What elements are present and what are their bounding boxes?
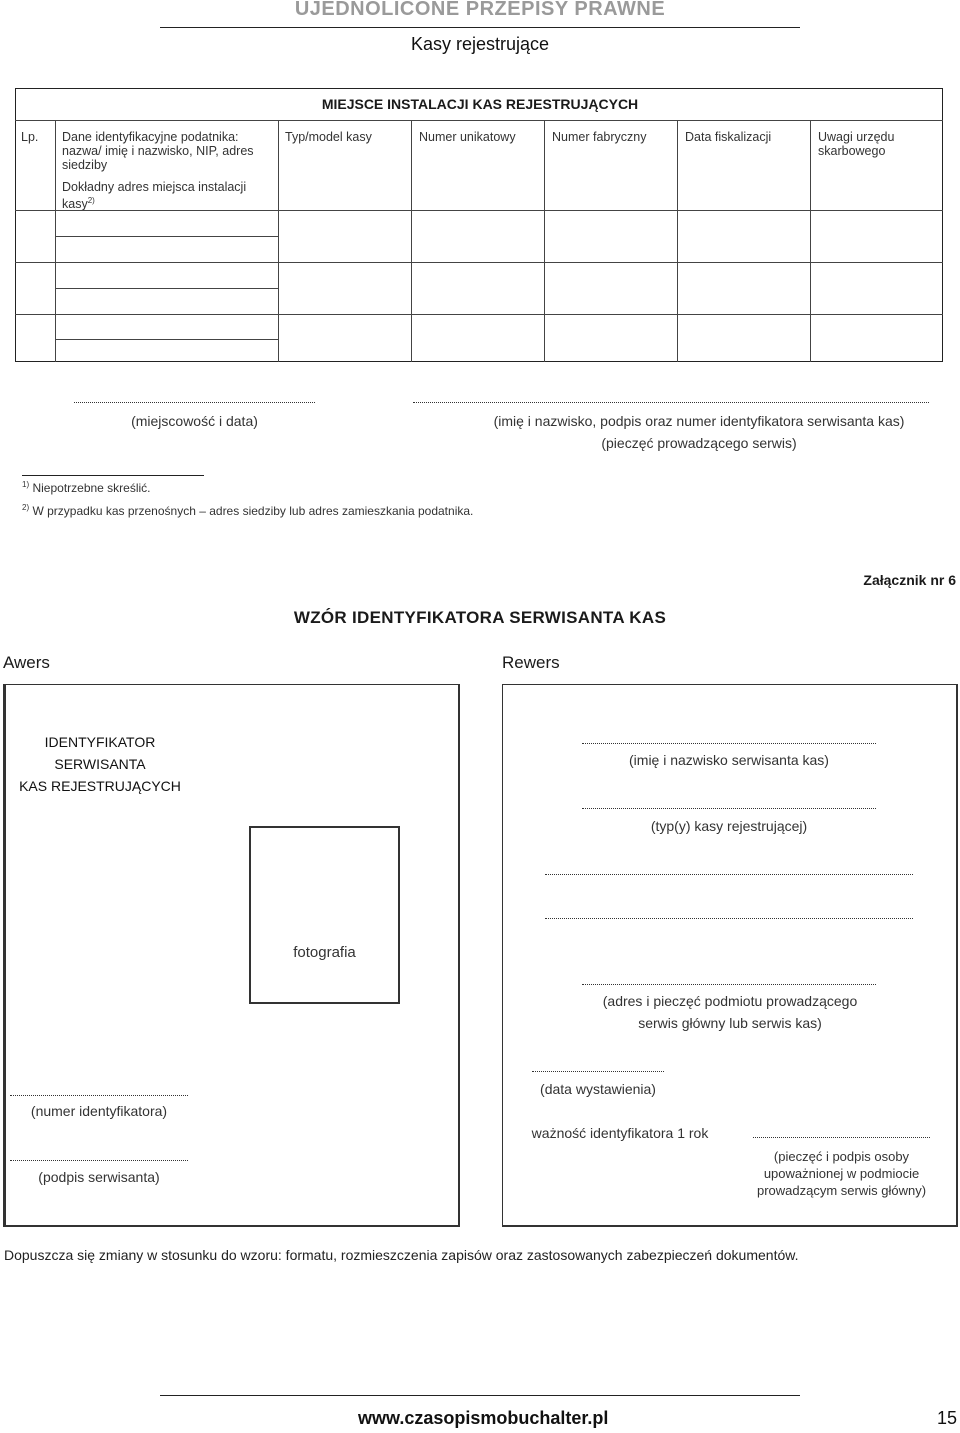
table-col-line (810, 120, 811, 362)
authorized-stamp-caption: (pieczęć i podpis osoby upoważnionej w podmiocie prowadzącym serwis główny) (756, 1149, 927, 1198)
name-caption: (imię i nazwisko serwisanta kas) (629, 752, 829, 768)
col-unikatowy: Numer unikatowy (419, 130, 516, 144)
table-title: MIEJSCE INSTALACJI KAS REJESTRUJĄCYCH (321, 96, 639, 112)
table-subrow-line (55, 288, 278, 289)
photo-box (249, 826, 400, 1004)
signature-line (413, 402, 929, 403)
table-row-line (15, 314, 943, 315)
col-data: Data fiskalizacji (685, 130, 772, 144)
col-dane: Dane identyfikacyjne podatnika: nazwa/ imię i nazwisko, NIP, adres siedziby (62, 130, 254, 172)
page-number: 15 (937, 1408, 958, 1428)
address-caption-1: (adres i pieczęć podmiotu prowadzącego (602, 993, 858, 1009)
rewers-label: Rewers (502, 653, 560, 672)
changes-note: Dopuszcza się zmiany w stosunku do wzoru: formatu, rozmieszczenia zapisów oraz zastosowanych zabezpieczeń dokumentów. (4, 1247, 799, 1263)
blank-line (545, 874, 913, 875)
col-fabryczny: Numer fabryczny (552, 130, 647, 144)
table-col-line (544, 120, 545, 362)
photo-label: fotografia (293, 944, 356, 961)
col-lp: Lp. (21, 130, 39, 144)
signature-serwisant-line (10, 1160, 188, 1161)
attachment-title: WZÓR IDENTYFIKATORA SERWISANTA KAS (293, 608, 667, 627)
issue-date-caption: (data wystawienia) (540, 1081, 656, 1097)
name-line (582, 743, 876, 744)
footer-divider (160, 1395, 800, 1396)
attachment-label: Załącznik nr 6 (863, 572, 956, 588)
stamp-caption: (pieczęć prowadzącego serwis) (601, 435, 797, 451)
place-date-line (74, 402, 315, 403)
table-row-line (15, 262, 943, 263)
id-number-caption: (numer identyfikatora) (30, 1103, 168, 1119)
types-line (582, 808, 876, 809)
header-divider (160, 27, 800, 28)
issue-date-line (532, 1071, 664, 1072)
table-col-line (278, 120, 279, 362)
blank-line (545, 918, 913, 919)
place-date-caption: (miejscowość i data) (131, 413, 258, 429)
signature-serwisant-caption: (podpis serwisanta) (38, 1169, 160, 1185)
footnote-2: $^{2)}$ W przypadku kas przenośnych – adres siedziby lub adres zamieszkania podatnika. (22, 503, 474, 518)
col-adres: Dokładny adres miejsca instalacji kasy$^{2)}$ (62, 180, 247, 212)
col-uwagi: Uwagi urzędu skarbowego (818, 130, 895, 158)
footer-site: www.czasopismobuchalter.pl (358, 1408, 609, 1428)
authorized-stamp-line (753, 1137, 930, 1138)
table-subrow-line (55, 339, 278, 340)
id-number-line (10, 1095, 188, 1096)
footnote-1: $^{1)}$ Niepotrzebne skreślić. (22, 480, 151, 495)
types-caption: (typ(y) kasy rejestrującej) (650, 818, 808, 834)
table-col-line (411, 120, 412, 362)
table-subrow-line (55, 236, 278, 237)
publication-title: UJEDNOLICONE PRZEPISY PRAWNE (294, 0, 666, 20)
table-col-line (677, 120, 678, 362)
table-col-line (55, 120, 56, 362)
table-rule (15, 120, 943, 121)
validity-text: ważność identyfikatora 1 rok (531, 1125, 709, 1141)
section-title: Kasy rejestrujące (410, 34, 550, 54)
address-caption-2: serwis główny lub serwis kas) (638, 1015, 822, 1031)
id-card-title: IDENTYFIKATOR SERWISANTA KAS REJESTRUJĄCYCH (19, 734, 181, 794)
col-typ: Typ/model kasy (285, 130, 372, 144)
address-line (582, 984, 876, 985)
awers-label: Awers (3, 653, 50, 672)
footnote-rule (22, 475, 204, 476)
table-row-line (15, 210, 943, 211)
name-sign-caption: (imię i nazwisko, podpis oraz numer identyfikatora serwisanta kas) (493, 413, 905, 429)
